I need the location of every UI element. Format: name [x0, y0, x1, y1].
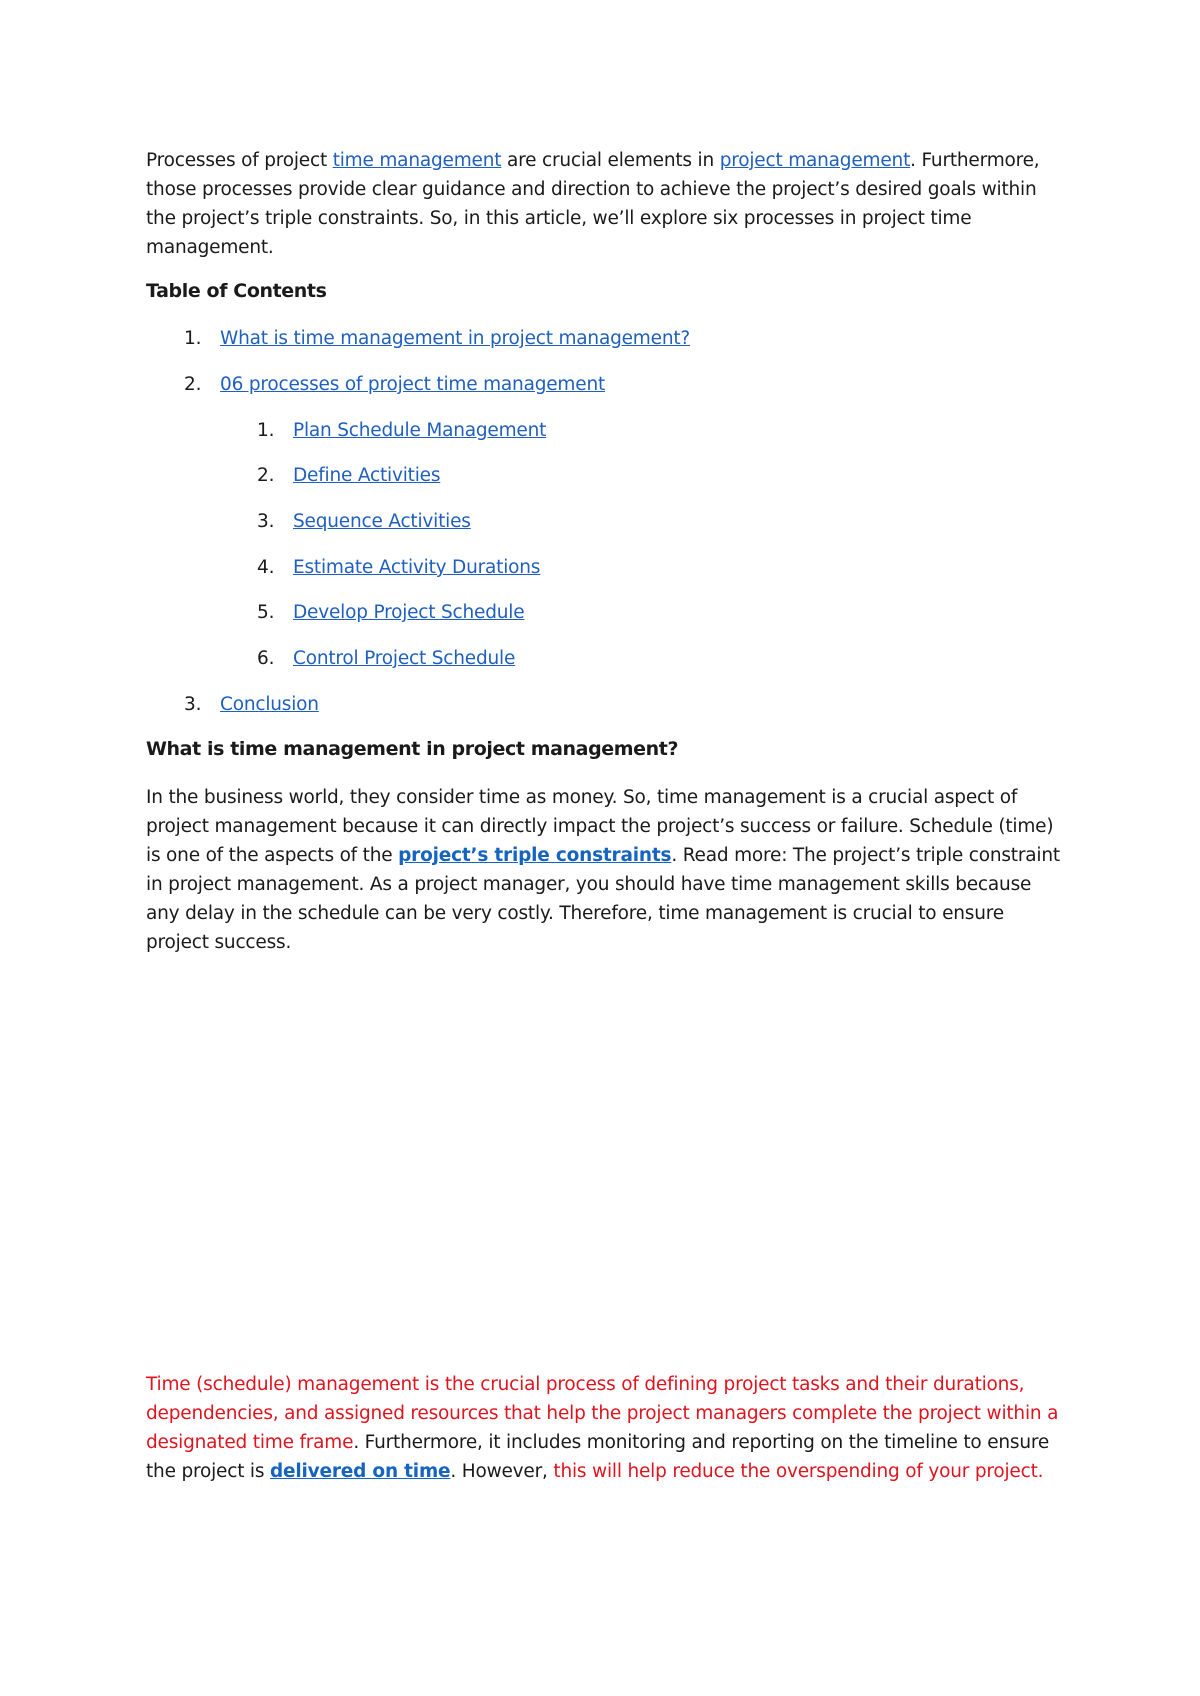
section1-paragraph — [146, 783, 1066, 957]
toc-link-develop-project-schedule[interactable]: Develop Project Schedule — [293, 602, 525, 623]
toc-title: Table of Contents — [146, 280, 327, 302]
section1-text-1: In the business world, they consider time as money. So, time management is a crucial aspect of project management because it can directly impact the project’s success or failure. Schedule (time) is one of the aspects of the — [146, 787, 1054, 866]
delivered-on-time-link[interactable]: delivered on time — [270, 1461, 451, 1482]
toc-item-number: 5. — [257, 602, 275, 623]
toc-item-number: 4. — [257, 557, 275, 578]
toc-subitem-5 — [257, 600, 524, 626]
section2-text-1: . Furthermore, it includes monitoring and reporting on the timeline to ensure the project is — [146, 1432, 1050, 1482]
section1-text-2: . Read more: The project’s triple constraint in project management. As a project manager, you should have time management skills because any delay in the schedule can be very costly. Therefore, time management is crucial to ensure project success. — [146, 845, 1060, 953]
toc-subitem-3 — [257, 509, 471, 535]
section2-paragraph — [146, 1370, 1066, 1486]
toc-link-sequence-activities[interactable]: Sequence Activities — [293, 511, 471, 532]
toc-subitem-6 — [257, 646, 515, 672]
toc-subitem-1 — [257, 418, 546, 444]
toc-link-what-is-time-management[interactable]: What is time management in project management? — [220, 328, 691, 349]
toc-link-control-project-schedule[interactable]: Control Project Schedule — [293, 648, 516, 669]
toc-item-number: 2. — [257, 465, 275, 486]
toc-link-06-processes[interactable]: 06 processes of project time management — [220, 374, 606, 395]
toc-item-number: 1. — [184, 328, 202, 349]
triple-constraints-link[interactable]: project’s triple constraints — [398, 845, 672, 866]
section2-text-2: . However, — [450, 1461, 554, 1482]
time-management-link[interactable]: time management — [332, 150, 502, 171]
toc-item-3 — [184, 692, 319, 718]
toc-subitem-4 — [257, 555, 540, 581]
toc-item-number: 3. — [184, 694, 202, 715]
toc-item-1 — [184, 326, 690, 352]
intro-text-1: Processes of project — [146, 150, 333, 171]
toc-item-number: 1. — [257, 420, 275, 441]
toc-item-number: 2. — [184, 374, 202, 395]
section2-red-text-2: this will help reduce the overspending of your project. — [553, 1461, 1044, 1482]
section2-red-text-1: Time (schedule) management is the crucial process of defining project tasks and their durations, dependencies, and assigned resources that help the project managers complete the project within a designated time frame — [146, 1374, 1059, 1453]
toc-link-plan-schedule-management[interactable]: Plan Schedule Management — [293, 420, 547, 441]
toc-item-number: 3. — [257, 511, 275, 532]
toc-link-estimate-activity-durations[interactable]: Estimate Activity Durations — [293, 557, 541, 578]
intro-text-2: are crucial elements in — [501, 150, 720, 171]
toc-item-2 — [184, 372, 605, 398]
toc-subitem-2 — [257, 463, 440, 489]
intro-paragraph — [146, 146, 1066, 262]
intro-text-3: . Furthermore, those processes provide clear guidance and direction to achieve the project’s desired goals within the project’s triple constraints. So, in this article, we’ll explore six processes in project time management. — [146, 150, 1040, 258]
section-heading-what-is-time-management: What is time management in project management? — [146, 738, 679, 760]
toc-link-conclusion[interactable]: Conclusion — [220, 694, 319, 715]
toc-item-number: 6. — [257, 648, 275, 669]
toc-link-define-activities[interactable]: Define Activities — [293, 465, 441, 486]
project-management-link[interactable]: project management — [719, 150, 911, 171]
